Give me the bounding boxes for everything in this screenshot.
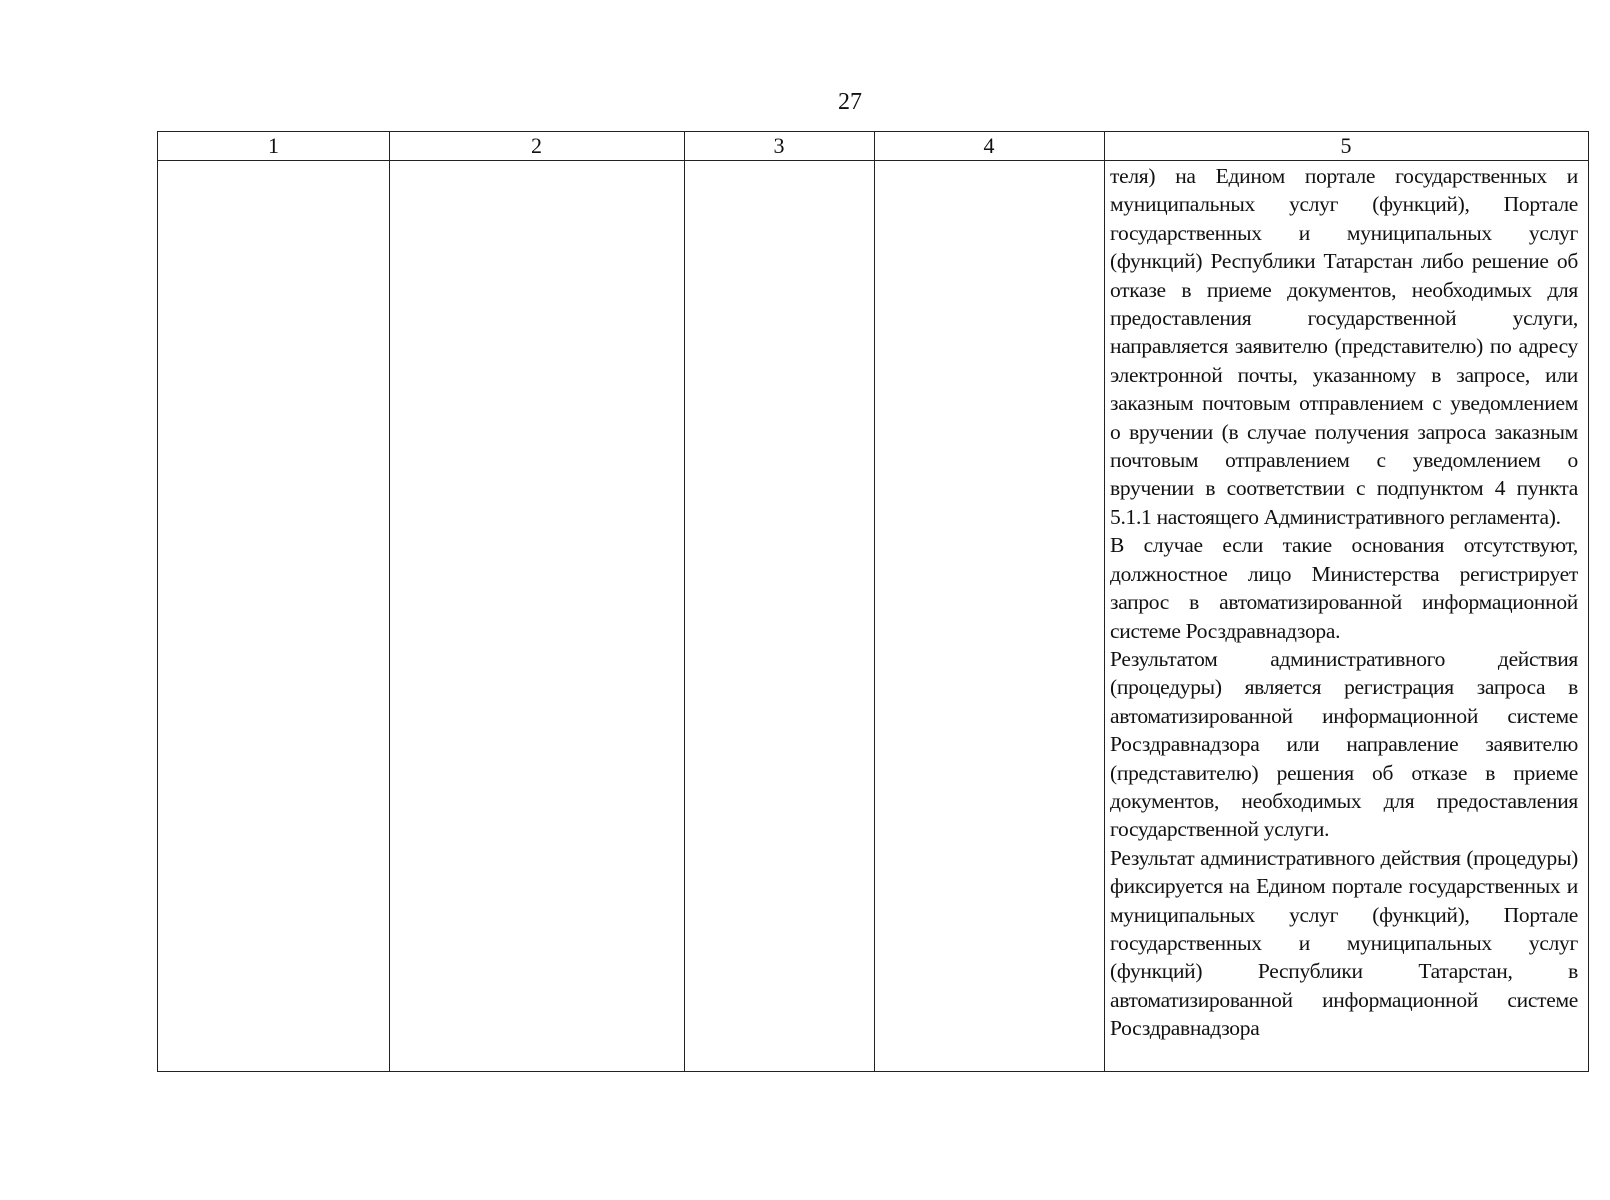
- header-cell-3: 3: [773, 133, 785, 158]
- paragraph: теля) на Едином портале государственных и муниципальных услуг (функций), Портале государственных и муниципальных услуг (функций) Республики Татарстан либо решение об отказе в приеме документов, необходимых для предоставления государственной услуги, направляется заявителю (представителю) по адресу электронной почты, указанному в запросе, или заказным почтовым отправлением с уведомлением о вручении (в случае получения запроса заказным почтовым отправлением с уведомлением о вручении в соответствии с подпунктом 4 пункта 5.1.1 настоящего Административного регламента).: [1110, 164, 1578, 529]
- column-divider: [1104, 132, 1105, 1071]
- column-divider: [389, 132, 390, 1071]
- column-5-content: [1110, 162, 1578, 1043]
- paragraph: Результатом административного действия (процедуры) является регистрация запроса в автоматизированной информационной системе Росздравнадзора или направление заявителю (представителю) решения об отказе в приеме документов, необходимых для предоставления государственной услуги.: [1110, 646, 1578, 842]
- header-cell-2: 2: [531, 133, 542, 158]
- page-number: 27: [838, 89, 862, 115]
- column-divider: [874, 132, 875, 1071]
- header-cell-4: 4: [983, 133, 995, 158]
- paragraph: Результат административного действия (процедуры) фиксируется на Едином портале государственных и муниципальных услуг (функций), Портале государственных и муниципальных услуг (функций) Республики Татарстан, в автоматизированной информационной системе Росздравнадзора: [1110, 845, 1578, 1041]
- table-header-row: [158, 132, 1588, 161]
- header-cell-5: 5: [1340, 133, 1352, 158]
- paragraph: В случае если такие основания отсутствуют, должностное лицо Министерства регистрирует запрос в автоматизированной информационной системе Росздравнадзора.: [1110, 533, 1578, 643]
- header-cell-1: 1: [268, 133, 279, 158]
- document-table: [157, 131, 1589, 1072]
- column-divider: [684, 132, 685, 1071]
